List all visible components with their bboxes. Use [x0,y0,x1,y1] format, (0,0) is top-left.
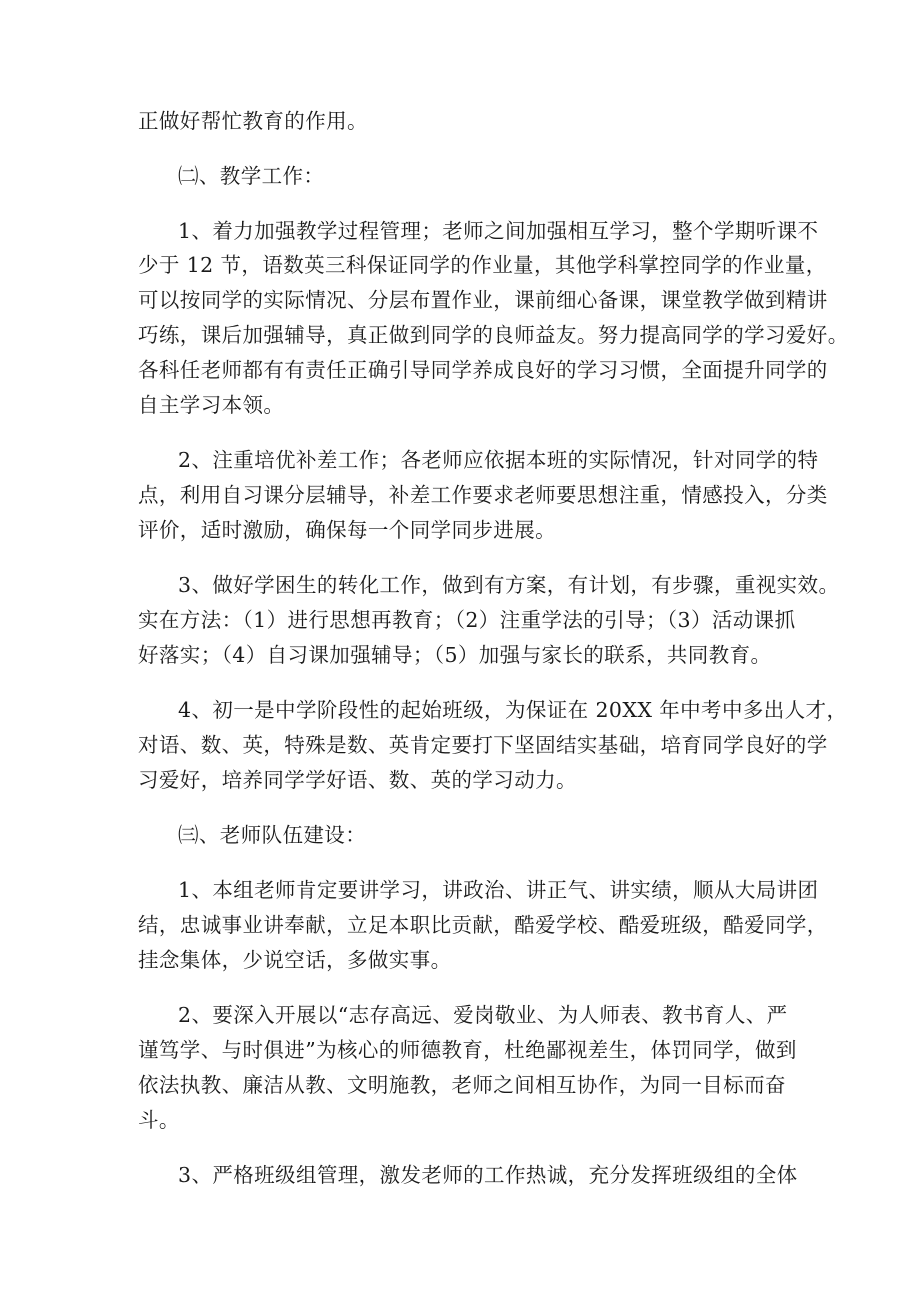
text-line: 3、做好学困生的转化工作，做到有方案，有计划，有步骤，重视实效。 [178,573,840,597]
text-line: 巧练，课后加强辅导，真正做到同学的良师益友。努力提高同学的学习爱好。 [138,323,849,347]
section-heading: ㈡、教学工作： [178,164,325,188]
text-line: 2、注重培优补差工作；各老师应依据本班的实际情况，针对同学的特 [178,448,819,472]
text-line: 评价，适时激励，确保每一个同学同步进展。 [138,518,556,542]
text-line: 可以按同学的实际情况、分层布置作业，课前细心备课，课堂教学做到精讲 [138,288,828,312]
text-line: 3、严格班级组管理，激发老师的工作热诚，充分发挥班级组的全体 [178,1163,798,1187]
text-line: 好落实；（4）自习课加强辅导；（5）加强与家长的联系，共同教育。 [138,643,772,667]
text-line: 点，利用自习课分层辅导，补差工作要求老师要思想注重，情感投入，分类 [138,483,828,507]
text-line: 正做好帮忙教育的作用。 [138,109,368,133]
text-line: 1、着力加强教学过程管理；老师之间加强相互学习，整个学期听课不 [178,219,819,243]
text-line: 2、要深入开展以“志存高远、爱岗敬业、为人师表、教书育人、严 [178,1003,788,1027]
text-line: 1、本组老师肯定要讲学习，讲政治、讲正气、讲实绩，顺从大局讲团 [178,878,819,902]
text-line: 结，忠诚事业讲奉献，立足本职比贡献，酷爱学校、酷爱班级，酷爱同学， [138,913,828,937]
section-heading: ㈢、老师队伍建设： [178,823,367,847]
text-line: 4、初一是中学阶段性的起始班级，为保证在 20XX 年中考中多出人才， [178,698,848,722]
text-line: 实在方法：（1）进行思想再教育；（2）注重学法的引导；（3）活动课抓 [138,608,796,632]
text-line: 斗。 [138,1108,180,1132]
text-line: 少于 12 节，语数英三科保证同学的作业量，其他学科掌控同学的作业量， [138,253,827,277]
text-line: 谨笃学、与时俱进”为核心的师德教育，杜绝鄙视差生，体罚同学，做到 [138,1038,797,1062]
text-line: 自主学习本领。 [138,393,285,417]
text-line: 习爱好，培养同学学好语、数、英的学习动力。 [138,768,577,792]
text-line: 挂念集体，少说空话，多做实事。 [138,948,452,972]
text-line: 依法执教、廉洁从教、文明施教，老师之间相互协作，为同一目标而奋 [138,1073,786,1097]
text-line: 各科任老师都有有责任正确引导同学养成良好的学习习惯，全面提升同学的 [138,358,828,382]
text-line: 对语、数、英，特殊是数、英肯定要打下坚固结实基础，培育同学良好的学 [138,733,828,757]
